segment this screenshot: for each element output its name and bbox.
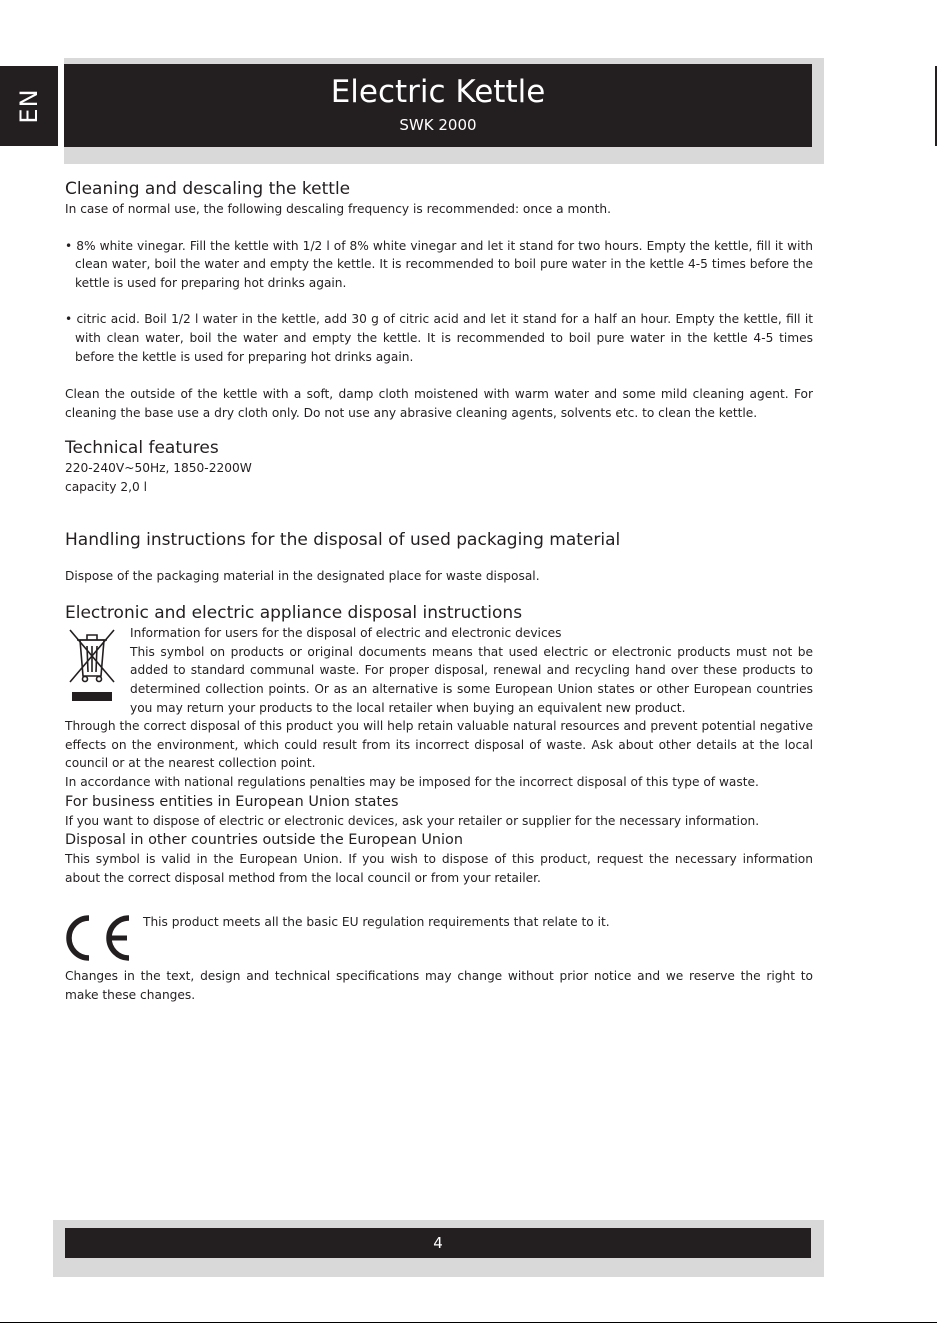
business-heading: For business entities in European Union states bbox=[65, 793, 399, 810]
cleaning-intro: In case of normal use, the following descaling frequency is recommended: once a month. bbox=[65, 202, 611, 216]
power-spec: 220-240V~50Hz, 1850-2200W bbox=[65, 461, 252, 476]
correct-disposal-text: Through the correct disposal of this product you will help retain valuable natural resources and prevent potential negative effects on the environment, which could result from its incorrect disposal of waste. Ask about other details at the local council or at the nearest collection point. bbox=[65, 719, 813, 771]
citric-acid-instruction: • citric acid. Boil 1/2 l water in the kettle, add 30 g of citric acid and let it stand for a half an hour. Empty the kettle, fill it with clean water, boil the water and empty the kettle. It is recommended to boil pure water in the kettle 4-5 times before the kettle is used for preparing hot drinks again. bbox=[65, 312, 813, 364]
page-header bbox=[64, 64, 812, 147]
technical-heading: Technical features bbox=[65, 438, 219, 459]
packaging-heading: Handling instructions for the disposal of used packaging material bbox=[65, 529, 621, 550]
other-countries-text: This symbol is valid in the European Union. If you wish to dispose of this product, request the necessary information about the correct disposal method from the local council or from your retailer. bbox=[65, 852, 813, 885]
other-countries-heading: Disposal in other countries outside the European Union bbox=[65, 832, 463, 849]
weee-info-text: This symbol on products or original documents means that used electric or electronic products must not be added to standard communal waste. For proper disposal, renewal and recycling hand over these products to determined collection points. Or as an alternative is some European Union states or other European countries you may return your products to the local retailer when buying an equivalent new product. bbox=[130, 644, 813, 715]
crossed-out-bin-icon bbox=[67, 626, 117, 704]
changes-note: Changes in the text, design and technical specifications may change without prior notice and we reserve the right to make these changes. bbox=[65, 969, 813, 1002]
weee-notice bbox=[65, 624, 813, 717]
packaging-text: Dispose of the packaging material in the designated place for waste disposal. bbox=[65, 568, 540, 583]
page-bottom-line bbox=[0, 1322, 937, 1323]
model-number: SWK 2000 bbox=[399, 116, 477, 134]
page-footer bbox=[65, 1228, 811, 1258]
vinegar-instruction: • 8% white vinegar. Fill the kettle with 1/2 l of 8% white vinegar and let it stand for two hours. Empty the kettle, fill it with clean water, boil the water and empty the kettle. It is recommended to boil pure water in the kettle 4-5 times before the kettle is used for preparing hot drinks again. bbox=[65, 238, 813, 290]
appliance-disposal-heading: Electronic and electric appliance disposal instructions bbox=[65, 603, 523, 624]
penalties-text: In accordance with national regulations penalties may be imposed for the incorrect disposal of this type of waste. bbox=[65, 774, 759, 789]
language-tab bbox=[0, 66, 58, 146]
outside-cleaning-text: Clean the outside of the kettle with a soft, damp cloth moistened with warm water and some mild cleaning agent. For cleaning the base use a dry cloth only. Do not use any abrasive cleaning agents, solvents etc. to clean the kettle. bbox=[65, 387, 813, 420]
capacity-spec: capacity 2,0 l bbox=[65, 479, 147, 494]
business-text: If you want to dispose of electric or electronic devices, ask your retailer or supplier for the necessary information. bbox=[65, 813, 760, 828]
ce-mark-icon bbox=[65, 913, 135, 963]
ce-notice bbox=[65, 913, 813, 963]
page-title: Electric Kettle bbox=[330, 74, 546, 110]
cleaning-heading: Cleaning and descaling the kettle bbox=[65, 179, 351, 199]
language-code: EN bbox=[15, 88, 43, 124]
manual-content bbox=[65, 178, 813, 1004]
weee-info-title: Information for users for the disposal of electric and electronic devices bbox=[130, 626, 562, 641]
ce-text: This product meets all the basic EU regulation requirements that relate to it. bbox=[143, 915, 610, 930]
page-number: 4 bbox=[433, 1234, 443, 1252]
